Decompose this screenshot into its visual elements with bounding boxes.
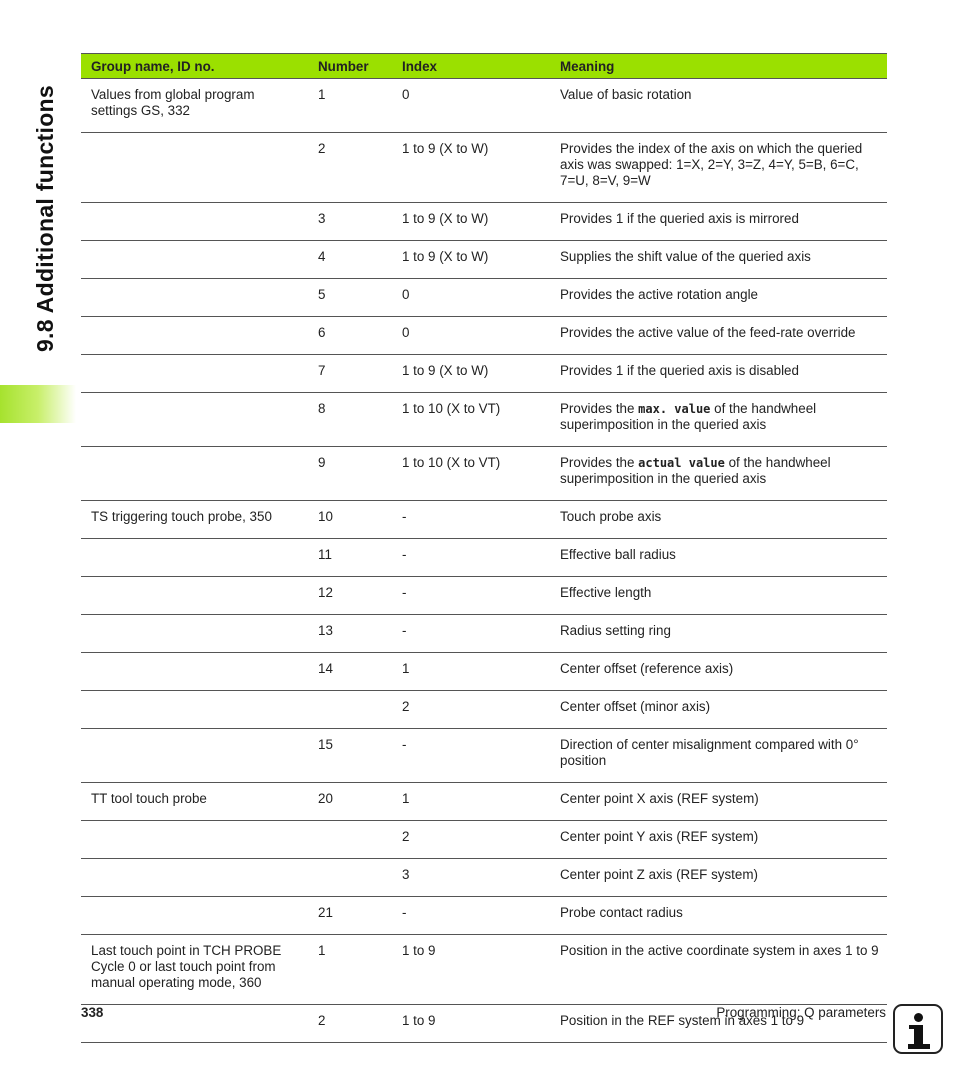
- cell-group: [81, 317, 308, 355]
- cell-number: 4: [308, 241, 392, 279]
- table-row: [81, 653, 887, 691]
- cell-index: 1: [392, 653, 550, 691]
- cell-index: -: [392, 729, 550, 783]
- cell-index: 0: [392, 279, 550, 317]
- page-number: 338: [81, 1005, 104, 1020]
- cell-number: 8: [308, 393, 392, 447]
- meaning-text-pre: Provides the: [560, 401, 639, 416]
- info-icon: [893, 1004, 943, 1054]
- cell-group: [81, 691, 308, 729]
- cell-number: 11: [308, 539, 392, 577]
- meaning-text-post: of the handwheel superimposition in the queried axis: [560, 455, 831, 486]
- cell-group: [81, 355, 308, 393]
- cell-group: [81, 447, 308, 501]
- cell-meaning: Radius setting ring: [550, 615, 887, 653]
- table-row: [81, 935, 887, 1005]
- cell-meaning: Provides 1 if the queried axis is mirrored: [550, 203, 887, 241]
- cell-number: 12: [308, 577, 392, 615]
- cell-group: [81, 577, 308, 615]
- section-title-vertical: [26, 52, 64, 352]
- cell-index: -: [392, 577, 550, 615]
- cell-meaning: [550, 447, 887, 501]
- cell-number: [308, 821, 392, 859]
- cell-index: 1 to 9 (X to W): [392, 241, 550, 279]
- cell-group: [81, 897, 308, 935]
- cell-meaning: Effective length: [550, 577, 887, 615]
- cell-group: [81, 859, 308, 897]
- cell-number: 13: [308, 615, 392, 653]
- cell-meaning: [550, 393, 887, 447]
- cell-group: [81, 1005, 308, 1043]
- table-row: [81, 317, 887, 355]
- cell-meaning: Supplies the shift value of the queried axis: [550, 241, 887, 279]
- cell-group: TT tool touch probe: [81, 783, 308, 821]
- cell-group: Last touch point in TCH PROBE Cycle 0 or last touch point from manual operating mode, 360: [81, 935, 308, 1005]
- cell-number: 3: [308, 203, 392, 241]
- cell-number: 20: [308, 783, 392, 821]
- table-header-row: [81, 54, 887, 79]
- cell-number: 6: [308, 317, 392, 355]
- cell-group: [81, 539, 308, 577]
- cell-meaning: Center point Y axis (REF system): [550, 821, 887, 859]
- cell-number: 14: [308, 653, 392, 691]
- cell-index: 1: [392, 783, 550, 821]
- cell-index: -: [392, 897, 550, 935]
- meaning-code: max. value: [638, 402, 711, 416]
- table-row: [81, 447, 887, 501]
- header-meaning: Meaning: [550, 54, 887, 79]
- cell-group: [81, 615, 308, 653]
- cell-group: [81, 821, 308, 859]
- cell-number: 1: [308, 935, 392, 1005]
- table-row: [81, 241, 887, 279]
- cell-index: 0: [392, 317, 550, 355]
- cell-group: TS triggering touch probe, 350: [81, 501, 308, 539]
- table-row: [81, 577, 887, 615]
- table-row: [81, 133, 887, 203]
- cell-index: 0: [392, 79, 550, 133]
- cell-group: [81, 653, 308, 691]
- cell-index: 1 to 10 (X to VT): [392, 447, 550, 501]
- table-row: [81, 729, 887, 783]
- cell-meaning: Effective ball radius: [550, 539, 887, 577]
- cell-number: 2: [308, 1005, 392, 1043]
- cell-index: -: [392, 615, 550, 653]
- cell-index: 1 to 9 (X to W): [392, 133, 550, 203]
- cell-meaning: Center offset (minor axis): [550, 691, 887, 729]
- chapter-tab-marker: [0, 385, 76, 423]
- cell-number: 10: [308, 501, 392, 539]
- cell-index: 2: [392, 821, 550, 859]
- meaning-text-pre: Provides the: [560, 455, 639, 470]
- table-row: [81, 859, 887, 897]
- cell-number: 1: [308, 79, 392, 133]
- cell-meaning: Provides 1 if the queried axis is disabled: [550, 355, 887, 393]
- cell-meaning: Direction of center misalignment compared with 0° position: [550, 729, 887, 783]
- cell-index: -: [392, 539, 550, 577]
- table-row: [81, 897, 887, 935]
- cell-meaning: Probe contact radius: [550, 897, 887, 935]
- header-number: Number: [308, 54, 392, 79]
- cell-meaning: Center offset (reference axis): [550, 653, 887, 691]
- cell-meaning: Position in the REF system in axes 1 to 9: [550, 1005, 887, 1043]
- cell-index: 1 to 9 (X to W): [392, 203, 550, 241]
- table-row: [81, 279, 887, 317]
- meaning-code: actual value: [638, 456, 725, 470]
- cell-meaning: Value of basic rotation: [550, 79, 887, 133]
- table-row: [81, 615, 887, 653]
- cell-group: [81, 729, 308, 783]
- cell-group: [81, 393, 308, 447]
- cell-meaning: Provides the active rotation angle: [550, 279, 887, 317]
- cell-index: 2: [392, 691, 550, 729]
- section-title: 9.8 Additional functions: [31, 84, 58, 352]
- meaning-text-post: of the handwheel superimposition in the queried axis: [560, 401, 817, 432]
- cell-meaning: Provides the index of the axis on which the queried axis was swapped: 1=X, 2=Y, 3=Z, 4=Y, 5=B, 6=C, 7=U, 8=V, 9=W: [550, 133, 887, 203]
- cell-meaning: Position in the active coordinate system in axes 1 to 9: [550, 935, 887, 1005]
- q-parameter-table: [81, 53, 887, 1043]
- cell-meaning: Center point X axis (REF system): [550, 783, 887, 821]
- cell-meaning: Center point Z axis (REF system): [550, 859, 887, 897]
- cell-number: 7: [308, 355, 392, 393]
- cell-group: Values from global program settings GS, 332: [81, 79, 308, 133]
- cell-number: 21: [308, 897, 392, 935]
- cell-index: 3: [392, 859, 550, 897]
- table-row: [81, 821, 887, 859]
- table-row: [81, 355, 887, 393]
- table-row: [81, 691, 887, 729]
- table-row: [81, 393, 887, 447]
- cell-meaning: Provides the active value of the feed-rate override: [550, 317, 887, 355]
- cell-group: [81, 203, 308, 241]
- table-row: [81, 203, 887, 241]
- table-row: [81, 783, 887, 821]
- cell-index: 1 to 9 (X to W): [392, 355, 550, 393]
- cell-number: 15: [308, 729, 392, 783]
- table-row: [81, 79, 887, 133]
- cell-index: -: [392, 501, 550, 539]
- cell-number: [308, 691, 392, 729]
- cell-number: 9: [308, 447, 392, 501]
- cell-number: 2: [308, 133, 392, 203]
- cell-group: [81, 241, 308, 279]
- cell-meaning: Touch probe axis: [550, 501, 887, 539]
- cell-index: 1 to 9: [392, 935, 550, 1005]
- table-row: [81, 501, 887, 539]
- header-group: Group name, ID no.: [81, 54, 308, 79]
- table-body: [81, 79, 887, 1043]
- footer-chapter: Programming: Q parameters: [716, 1005, 886, 1020]
- cell-group: [81, 279, 308, 317]
- header-index: Index: [392, 54, 550, 79]
- table-row: [81, 539, 887, 577]
- cell-number: [308, 859, 392, 897]
- cell-group: [81, 133, 308, 203]
- cell-index: 1 to 10 (X to VT): [392, 393, 550, 447]
- cell-index: 1 to 9: [392, 1005, 550, 1043]
- cell-number: 5: [308, 279, 392, 317]
